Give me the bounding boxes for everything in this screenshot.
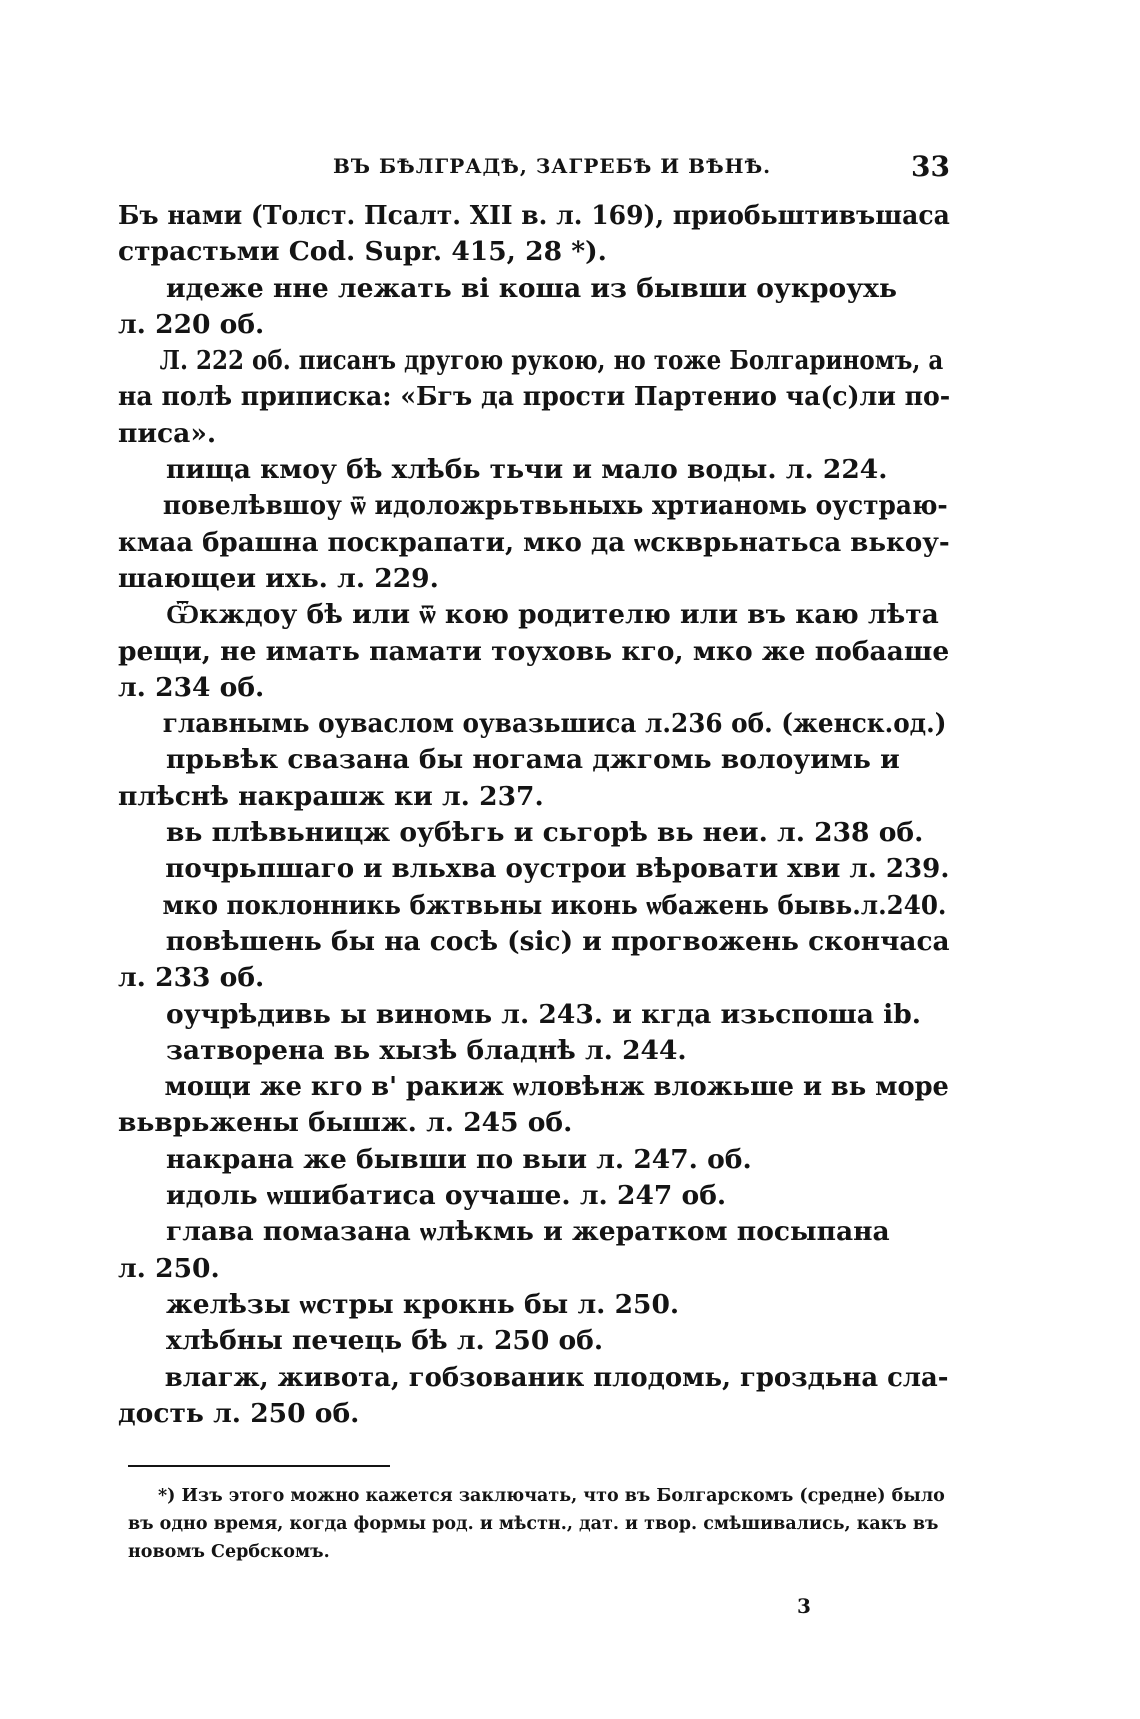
footnote-line: *) Изъ этого можно кажется заключать, что въ Болгарскомъ (средне) было [158,1486,945,1506]
page-header [118,150,950,190]
text-line: накрана же бывши по выи л. 247. об. [166,1143,752,1175]
text-line: вь плѣвьницж оубѣгь и сьгорѣ вь неи. л. 238 об. [166,817,924,849]
text-line: повѣшень бы на сосѣ (sic) и прогвожень скончаса [165,925,950,957]
text-line: кмаа брашна поскрапати, мко да ѡскврьнатьса вькоу- [118,526,950,558]
text-line: дость л. 250 об. [118,1397,360,1429]
text-line: л. 220 об. [118,308,265,340]
footnote-line: въ одно время, когда формы род. и мѣстн., дат. и твор. смѣшивались, какъ въ [128,1514,939,1534]
text-line: затворена вь хызѣ бладнѣ л. 244. [166,1034,687,1066]
text-line: мощи же кго в' ракиж ѡловѣнж вложьше и вь море [164,1071,949,1103]
text-line: идоль ѡшибатиса оучаше. л. 247 об. [166,1180,727,1212]
text-line: Бъ нами (Толст. Псалт. XII в. л. 169), приобьштивъшаса [118,200,950,231]
text-line: страстьми Cod. Supr. 415, 28 *). [118,236,607,268]
text-line: писа». [118,417,217,449]
text-line: повелѣвшоу ѿ идоложрьтвьныхь хртианомь оустраю- [162,490,948,522]
body-text [118,198,950,1432]
footnote-line: новомъ Сербскомъ. [128,1542,330,1562]
page-number: 33 [911,150,950,183]
text-line: шающеи ихь. л. 229. [118,562,439,594]
text-line: вьврьжены бышж. л. 245 об. [118,1107,573,1139]
text-line: прьвѣк свазана бы ногама джгомь волоуимь и [166,744,900,776]
text-line: глава помазана ѡлѣкмь и жератком посыпана [166,1216,890,1248]
text-line: мко поклонникь бжтвьны иконь ѡбажень бывь.л.240. [162,889,947,921]
text-line: хлѣбны печець бѣ л. 250 об. [166,1325,604,1357]
text-line: пища кмоу бѣ хлѣбь тьчи и мало воды. л. 224. [166,454,888,486]
text-line: почрьпшаго и вльхва оустрои вѣровати хви л. 239. [165,853,950,885]
text-line: Ѿкждоу бѣ или ѿ кою родителю или въ каю лѣта [166,599,939,631]
text-line: Л. 222 об. писанъ другою рукою, но тоже Болгариномъ, а [159,345,944,377]
running-head: ВЪ БѢЛГРАДѢ, ЗАГРЕБѢ И ВѢНѢ. [333,154,772,178]
printer-signature-mark: 3 [797,1594,811,1618]
footnote-rule [128,1465,390,1467]
text-line: на полѣ приписка: «Бгъ да прости Партенио ча(с)ли по- [118,381,951,413]
text-line: оучрѣдивь ы виномь л. 243. и кгда изьспоша ib. [166,998,921,1030]
text-line: л. 233 об. [118,962,265,994]
text-line: идеже нне лежать ві коша из бывши оукроухь [166,272,897,304]
text-line: л. 234 об. [118,671,265,703]
text-line: плѣснѣ накрашж ки л. 237. [118,780,544,812]
text-line: влагж, живота, гобзованик плодомь, гроздьна сла- [164,1361,949,1393]
text-line: рещи, не имать памати тоуховь кго, мко же побааше [118,635,950,667]
text-line: желѣзы ѡстры крокнь бы л. 250. [166,1288,680,1320]
footnote [128,1482,950,1566]
text-line: л. 250. [118,1252,220,1284]
text-line: главнымь оуваслом оувазьшиса л.236 об. (женск.од.) [162,708,947,740]
